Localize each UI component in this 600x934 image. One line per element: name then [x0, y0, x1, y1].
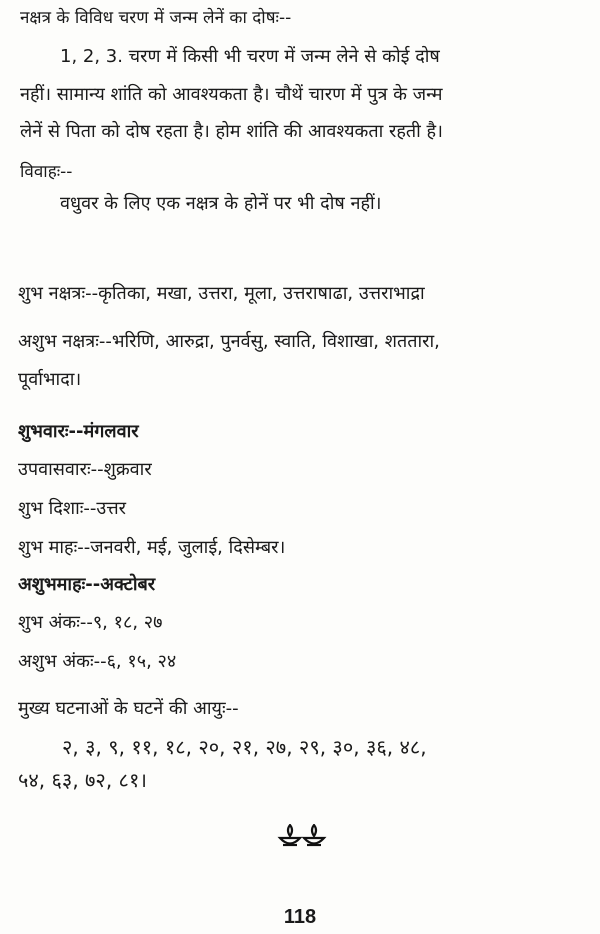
- lamp-ornament-icon: [277, 824, 327, 850]
- fasting-day-line: उपवासवारः--शुक्रवार: [18, 459, 152, 480]
- inauspicious-month-line: अशुभमाहः--अक्टोबर: [18, 574, 156, 595]
- marriage-line: वधुवर के लिए एक नक्षत्र के होनें पर भी दोष नहीं।: [60, 193, 382, 214]
- events-heading: मुख्य घटनाओं के घटनें की आयुः--: [18, 698, 239, 719]
- auspicious-months-line: शुभ माहः--जनवरी, मई, जुलाई, दिसेम्बर।: [18, 537, 286, 558]
- ages-line-2: ५४, ६३, ७२, ८१।: [18, 768, 147, 792]
- inauspicious-nakshatra-line-2: पूर्वाभादा।: [18, 369, 82, 390]
- marriage-heading: विवाहः--: [20, 162, 73, 182]
- page-number: 118: [283, 906, 317, 928]
- inauspicious-numbers-line: अशुभ अंकः--६, १५, २४: [18, 651, 177, 672]
- paragraph-line-1: 1, 2, 3. चरण में किसी भी चरण में जन्म लेने से कोई दोष: [60, 46, 440, 67]
- paragraph-line-2: नहीं। सामान्य शांति को आवश्यकता है। चौथें चारण में पुत्र के जन्म: [20, 84, 443, 105]
- auspicious-nakshatra-line: शुभ नक्षत्रः--कृतिका, मखा, उत्तरा, मूला, उत्तराषाढा, उत्तराभाद्रा: [18, 283, 425, 304]
- paragraph-line-3: लेनें से पिता को दोष रहता है। होम शांति की आवश्यकता रहती है।: [20, 121, 443, 142]
- auspicious-day-line: शुभवारः--मंगलवार: [18, 421, 139, 442]
- auspicious-direction-line: शुभ दिशाः--उत्तर: [18, 498, 127, 519]
- inauspicious-nakshatra-line-1: अशुभ नक्षत्रः--भरिणि, आरुद्रा, पुनर्वसु, स्वाति, विशाखा, शततारा,: [18, 331, 440, 352]
- ages-line-1: २, ३, ९, ११, १८, २०, २१, २७, २९, ३०, ३६, ४८,: [62, 735, 427, 759]
- section-heading-nakshatra-charan: नक्षत्र के विविध चरण में जन्म लेनें का दोषः--: [20, 8, 292, 28]
- auspicious-numbers-line: शुभ अंकः--९, १८, २७: [18, 612, 163, 633]
